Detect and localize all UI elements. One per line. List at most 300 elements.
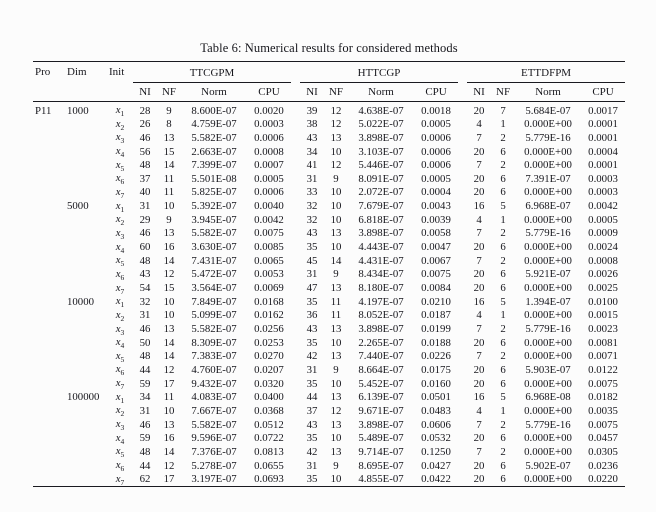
table-row	[33, 213, 625, 227]
ttcgpm-nf-value: 17	[163, 473, 175, 486]
pro-cell	[33, 213, 65, 227]
ettdfpm-norm-value: 0.000E+00	[524, 309, 572, 322]
dim-cell	[65, 131, 107, 145]
ttcgpm-nf-value: 10	[163, 404, 175, 417]
pro-cell	[33, 432, 65, 446]
httcgp-nf-value: 13	[330, 350, 342, 363]
httcgp-nf-value: 10	[330, 186, 342, 199]
httcgp-nf-value: 12	[330, 404, 342, 417]
ettdfpm-norm-value: 5.779E-16	[525, 418, 571, 431]
httcgp-cpu-value: 0.0018	[421, 104, 451, 117]
httcgp-nf-value: 12	[330, 118, 342, 131]
httcgp-ni-value: 42	[306, 350, 318, 363]
pro-cell	[33, 145, 65, 159]
ettdfpm-nf-value: 2	[500, 350, 506, 363]
ettdfpm-nf-value: 2	[500, 418, 506, 431]
results-table	[33, 61, 625, 487]
table-row	[33, 391, 625, 405]
pro-cell	[33, 418, 65, 432]
ttcgpm-norm-value: 3.945E-07	[191, 213, 237, 226]
ttcgpm-norm-value: 7.849E-07	[191, 295, 237, 308]
column-gap	[291, 213, 300, 227]
httcgp-cpu-value: 0.0175	[421, 364, 451, 377]
ettdfpm-norm-value: 0.000E+00	[524, 186, 572, 199]
ttcgpm-nf-value: 12	[163, 268, 175, 281]
httcgp-norm-value: 8.091E-07	[358, 172, 404, 185]
pro-cell	[33, 363, 65, 377]
ettdfpm-ni-value: 20	[473, 145, 485, 158]
column-gap	[291, 118, 300, 132]
ettdfpm-ni-value: 20	[473, 241, 485, 254]
table-row	[33, 241, 625, 255]
ttcgpm-ni-value: 31	[139, 309, 151, 322]
ttcgpm-ni-value: 43	[139, 268, 151, 281]
column-gap	[458, 131, 467, 145]
httcgp-norm-value: 9.714E-07	[358, 445, 404, 458]
dim-cell	[65, 159, 107, 173]
subheader-httcgp-norm: Norm	[348, 83, 414, 102]
ttcgpm-nf-value: 13	[163, 323, 175, 336]
httcgp-cpu-value: 0.0006	[421, 131, 451, 144]
ettdfpm-ni-value: 7	[476, 418, 482, 431]
ettdfpm-ni-value: 4	[476, 309, 482, 322]
ettdfpm-nf-value: 1	[500, 118, 506, 131]
ttcgpm-nf-value: 10	[163, 295, 175, 308]
ttcgpm-norm-value: 5.582E-07	[191, 227, 237, 240]
httcgp-norm-value: 4.197E-07	[358, 295, 404, 308]
ettdfpm-norm-value: 0.000E+00	[524, 404, 572, 417]
ettdfpm-cpu-value: 0.0220	[588, 473, 618, 486]
ettdfpm-cpu-value: 0.0005	[588, 213, 618, 226]
ettdfpm-cpu-value: 0.0003	[588, 172, 618, 185]
ttcgpm-cpu-value: 0.0655	[254, 459, 284, 472]
ttcgpm-nf-value: 15	[163, 145, 175, 158]
column-gap	[291, 254, 300, 268]
ettdfpm-nf-value: 1	[500, 309, 506, 322]
ttcgpm-norm-value: 3.564E-07	[191, 282, 237, 295]
ttcgpm-cpu-value: 0.0053	[254, 268, 284, 281]
column-gap	[458, 418, 467, 432]
httcgp-cpu-value: 0.0532	[421, 432, 451, 445]
column-gap	[458, 186, 467, 200]
ttcgpm-cpu-value: 0.0256	[254, 323, 284, 336]
ettdfpm-norm-value: 0.000E+00	[524, 159, 572, 172]
pro-cell	[33, 350, 65, 364]
httcgp-nf-value: 9	[333, 364, 339, 377]
ttcgpm-cpu-value: 0.0006	[254, 131, 284, 144]
ttcgpm-ni-value: 46	[139, 227, 151, 240]
ettdfpm-norm-value: 0.000E+00	[524, 254, 572, 267]
subheader-ttcgpm-ni: NI	[133, 83, 157, 102]
httcgp-nf-value: 13	[330, 391, 342, 404]
ettdfpm-ni-value: 7	[476, 350, 482, 363]
dim-cell	[65, 404, 107, 418]
ettdfpm-norm-value: 7.391E-07	[525, 172, 571, 185]
ettdfpm-ni-value: 7	[476, 227, 482, 240]
init-label: $x_6$	[115, 172, 125, 186]
table-row	[33, 432, 625, 446]
ttcgpm-cpu-value: 0.0270	[254, 350, 284, 363]
ettdfpm-nf-value: 6	[500, 268, 506, 281]
ttcgpm-nf-value: 11	[163, 172, 175, 185]
httcgp-norm-value: 9.671E-07	[358, 404, 404, 417]
ttcgpm-ni-value: 60	[139, 241, 151, 254]
pro-cell	[33, 268, 65, 282]
httcgp-ni-value: 42	[306, 445, 318, 458]
column-gap	[291, 377, 300, 391]
dim-cell: 1000	[67, 104, 89, 117]
dim-cell	[65, 418, 107, 432]
ettdfpm-norm-value: 1.394E-07	[525, 295, 571, 308]
ettdfpm-cpu-value: 0.0457	[588, 432, 618, 445]
ttcgpm-norm-value: 5.582E-07	[191, 131, 237, 144]
httcgp-cpu-value: 0.0427	[421, 459, 451, 472]
ttcgpm-norm-value: 7.399E-07	[191, 159, 237, 172]
pro-cell	[33, 391, 65, 405]
column-gap	[291, 131, 300, 145]
httcgp-ni-value: 33	[306, 186, 318, 199]
pro-cell	[33, 254, 65, 268]
ttcgpm-norm-value: 5.825E-07	[191, 186, 237, 199]
dim-cell	[65, 473, 107, 487]
ttcgpm-cpu-value: 0.0320	[254, 377, 284, 390]
pro-cell	[33, 459, 65, 473]
ettdfpm-nf-value: 7	[500, 104, 506, 117]
method-header-ttcgpm: TTCGPM	[133, 62, 291, 83]
ttcgpm-cpu-value: 0.0065	[254, 254, 284, 267]
ttcgpm-norm-value: 5.392E-07	[191, 200, 237, 213]
ettdfpm-nf-value: 6	[500, 172, 506, 185]
ettdfpm-cpu-value: 0.0305	[588, 445, 618, 458]
table-row	[33, 159, 625, 173]
ettdfpm-ni-value: 16	[473, 391, 485, 404]
pro-cell	[33, 323, 65, 337]
pro-cell	[33, 186, 65, 200]
ttcgpm-nf-value: 8	[166, 118, 172, 131]
httcgp-cpu-value: 0.0210	[421, 295, 451, 308]
httcgp-ni-value: 43	[306, 323, 318, 336]
ttcgpm-nf-value: 11	[163, 391, 175, 404]
init-label: $x_6$	[115, 459, 125, 473]
ettdfpm-cpu-value: 0.0042	[588, 200, 618, 213]
column-gap	[291, 159, 300, 173]
init-label: $x_1$	[115, 199, 125, 214]
httcgp-norm-value: 2.265E-07	[358, 336, 404, 349]
ttcgpm-cpu-value: 0.0075	[254, 227, 284, 240]
ttcgpm-ni-value: 31	[139, 404, 151, 417]
httcgp-cpu-value: 0.0005	[421, 172, 451, 185]
dim-cell: 100000	[67, 391, 100, 404]
ttcgpm-nf-value: 14	[163, 336, 175, 349]
ettdfpm-cpu-value: 0.0017	[588, 104, 618, 117]
ettdfpm-ni-value: 7	[476, 254, 482, 267]
ttcgpm-norm-value: 5.582E-07	[191, 418, 237, 431]
dim-cell	[65, 145, 107, 159]
dim-cell: 10000	[67, 295, 94, 308]
httcgp-cpu-value: 0.0160	[421, 377, 451, 390]
httcgp-nf-value: 12	[330, 104, 342, 117]
httcgp-norm-value: 8.052E-07	[358, 309, 404, 322]
httcgp-norm-value: 5.489E-07	[358, 432, 404, 445]
dim-cell	[65, 336, 107, 350]
column-gap	[458, 336, 467, 350]
init-label: $x_6$	[115, 363, 125, 378]
httcgp-ni-value: 32	[306, 200, 318, 213]
httcgp-ni-value: 35	[306, 336, 318, 349]
init-label: $x_7$	[115, 185, 125, 200]
ttcgpm-norm-value: 7.431E-07	[191, 254, 237, 267]
ettdfpm-nf-value: 6	[500, 336, 506, 349]
ttcgpm-nf-value: 14	[163, 159, 175, 172]
httcgp-cpu-value: 0.1250	[421, 445, 451, 458]
ettdfpm-norm-value: 0.000E+00	[524, 445, 572, 458]
ttcgpm-ni-value: 44	[139, 459, 151, 472]
ettdfpm-cpu-value: 0.0001	[588, 118, 618, 131]
ttcgpm-ni-value: 48	[139, 159, 151, 172]
column-gap	[291, 186, 300, 200]
ttcgpm-norm-value: 7.383E-07	[191, 350, 237, 363]
ettdfpm-ni-value: 16	[473, 200, 485, 213]
ettdfpm-ni-value: 20	[473, 473, 485, 486]
ttcgpm-nf-value: 14	[163, 254, 175, 267]
ttcgpm-ni-value: 26	[139, 118, 151, 131]
httcgp-nf-value: 10	[330, 377, 342, 390]
column-gap	[458, 391, 467, 405]
ttcgpm-cpu-value: 0.0005	[254, 172, 284, 185]
httcgp-nf-value: 11	[330, 309, 342, 322]
httcgp-ni-value: 41	[306, 159, 318, 172]
method-header-httcgp: HTTCGP	[300, 62, 458, 83]
init-label: $x_4$	[115, 240, 125, 255]
ttcgpm-ni-value: 54	[139, 282, 151, 295]
table-row	[33, 227, 625, 241]
column-gap	[458, 145, 467, 159]
ttcgpm-nf-value: 12	[163, 459, 175, 472]
table-row	[33, 145, 625, 159]
httcgp-nf-value: 13	[330, 131, 342, 144]
httcgp-norm-value: 8.180E-07	[358, 282, 404, 295]
dim-cell: 5000	[67, 200, 89, 213]
ettdfpm-nf-value: 2	[500, 131, 506, 144]
ettdfpm-nf-value: 1	[500, 213, 506, 226]
ttcgpm-cpu-value: 0.0006	[254, 186, 284, 199]
subheader-httcgp-nf: NF	[324, 83, 348, 102]
ettdfpm-norm-value: 0.000E+00	[524, 350, 572, 363]
column-gap	[458, 473, 467, 487]
ttcgpm-nf-value: 16	[163, 241, 175, 254]
ttcgpm-ni-value: 46	[139, 418, 151, 431]
ttcgpm-nf-value: 9	[166, 104, 172, 117]
ettdfpm-norm-value: 6.968E-07	[525, 200, 571, 213]
ettdfpm-norm-value: 5.902E-07	[525, 459, 571, 472]
ettdfpm-ni-value: 20	[473, 268, 485, 281]
ttcgpm-norm-value: 3.630E-07	[191, 241, 237, 254]
column-gap	[291, 459, 300, 473]
dim-cell	[65, 432, 107, 446]
dim-cell	[65, 459, 107, 473]
ettdfpm-norm-value: 0.000E+00	[524, 282, 572, 295]
ttcgpm-nf-value: 13	[163, 418, 175, 431]
column-gap	[291, 282, 300, 296]
httcgp-cpu-value: 0.0188	[421, 336, 451, 349]
ttcgpm-cpu-value: 0.0368	[254, 404, 284, 417]
httcgp-norm-value: 6.818E-07	[358, 213, 404, 226]
dim-cell	[65, 254, 107, 268]
ettdfpm-cpu-value: 0.0100	[588, 295, 618, 308]
ettdfpm-cpu-value: 0.0035	[588, 404, 618, 417]
httcgp-norm-value: 3.898E-07	[358, 418, 404, 431]
column-header-pro: Pro	[33, 62, 65, 102]
pro-cell	[33, 227, 65, 241]
ettdfpm-ni-value: 20	[473, 432, 485, 445]
ettdfpm-norm-value: 0.000E+00	[524, 336, 572, 349]
httcgp-norm-value: 8.664E-07	[358, 364, 404, 377]
column-gap	[291, 102, 300, 118]
column-gap	[458, 159, 467, 173]
ttcgpm-cpu-value: 0.0042	[254, 213, 284, 226]
ettdfpm-cpu-value: 0.0122	[588, 364, 618, 377]
ettdfpm-norm-value: 0.000E+00	[524, 473, 572, 486]
init-label: $x_7$	[115, 377, 125, 391]
ttcgpm-norm-value: 7.376E-07	[191, 445, 237, 458]
subheader-ettdfpm-nf: NF	[491, 83, 515, 102]
table-row	[33, 131, 625, 145]
ttcgpm-cpu-value: 0.0020	[254, 104, 284, 117]
table-row	[33, 323, 625, 337]
ttcgpm-nf-value: 10	[163, 309, 175, 322]
httcgp-cpu-value: 0.0005	[421, 118, 451, 131]
httcgp-ni-value: 35	[306, 377, 318, 390]
httcgp-norm-value: 3.103E-07	[358, 145, 404, 158]
httcgp-cpu-value: 0.0483	[421, 404, 451, 417]
ettdfpm-norm-value: 6.968E-08	[525, 391, 571, 404]
init-label: $x_7$	[115, 472, 125, 487]
table-caption: Table 6: Numerical results for considered methods	[200, 41, 458, 55]
dim-cell	[65, 241, 107, 255]
ttcgpm-ni-value: 46	[139, 323, 151, 336]
ettdfpm-ni-value: 7	[476, 323, 482, 336]
dim-cell	[65, 445, 107, 459]
ttcgpm-norm-value: 5.582E-07	[191, 323, 237, 336]
ttcgpm-norm-value: 5.099E-07	[191, 309, 237, 322]
httcgp-ni-value: 36	[306, 309, 318, 322]
ttcgpm-norm-value: 5.472E-07	[191, 268, 237, 281]
subheader-httcgp-cpu: CPU	[414, 83, 458, 102]
ttcgpm-norm-value: 9.432E-07	[191, 377, 237, 390]
column-gap	[291, 62, 300, 102]
init-label: $x_3$	[115, 322, 125, 337]
column-gap	[291, 336, 300, 350]
httcgp-ni-value: 43	[306, 227, 318, 240]
ttcgpm-ni-value: 50	[139, 336, 151, 349]
ettdfpm-nf-value: 6	[500, 241, 506, 254]
ttcgpm-ni-value: 34	[139, 391, 151, 404]
init-label: $x_2$	[115, 213, 125, 227]
ttcgpm-ni-value: 48	[139, 445, 151, 458]
ettdfpm-norm-value: 0.000E+00	[524, 118, 572, 131]
httcgp-cpu-value: 0.0199	[421, 323, 451, 336]
init-label: $x_6$	[115, 267, 125, 282]
column-gap	[458, 172, 467, 186]
column-gap	[458, 62, 467, 102]
column-gap	[458, 363, 467, 377]
dim-cell	[65, 350, 107, 364]
ettdfpm-norm-value: 5.921E-07	[525, 268, 571, 281]
httcgp-cpu-value: 0.0075	[421, 268, 451, 281]
httcgp-nf-value: 12	[330, 159, 342, 172]
ttcgpm-norm-value: 5.278E-07	[191, 459, 237, 472]
ettdfpm-nf-value: 6	[500, 364, 506, 377]
ttcgpm-nf-value: 17	[163, 377, 175, 390]
column-gap	[458, 213, 467, 227]
pro-cell	[33, 295, 65, 309]
ettdfpm-norm-value: 0.000E+00	[524, 145, 572, 158]
table-row	[33, 295, 625, 309]
table-row	[33, 200, 625, 214]
ettdfpm-nf-value: 6	[500, 186, 506, 199]
init-label: $x_2$	[115, 308, 125, 323]
pro-cell	[33, 172, 65, 186]
ttcgpm-ni-value: 48	[139, 350, 151, 363]
ettdfpm-cpu-value: 0.0236	[588, 459, 618, 472]
init-label: $x_2$	[115, 404, 125, 419]
pro-cell	[33, 200, 65, 214]
ttcgpm-cpu-value: 0.0168	[254, 295, 284, 308]
subheader-ettdfpm-ni: NI	[467, 83, 491, 102]
ttcgpm-norm-value: 3.197E-07	[191, 473, 237, 486]
ttcgpm-cpu-value: 0.0253	[254, 336, 284, 349]
httcgp-cpu-value: 0.0501	[421, 391, 451, 404]
httcgp-cpu-value: 0.0039	[421, 213, 451, 226]
httcgp-cpu-value: 0.0084	[421, 282, 451, 295]
pro-cell	[33, 404, 65, 418]
column-gap	[458, 432, 467, 446]
httcgp-cpu-value: 0.0422	[421, 473, 451, 486]
column-gap	[458, 282, 467, 296]
httcgp-nf-value: 13	[330, 418, 342, 431]
httcgp-nf-value: 13	[330, 282, 342, 295]
method-header-ettdfpm: ETTDFPM	[467, 62, 625, 83]
httcgp-norm-value: 7.679E-07	[358, 200, 404, 213]
httcgp-norm-value: 4.431E-07	[358, 254, 404, 267]
init-label: $x_3$	[115, 418, 125, 432]
ttcgpm-nf-value: 16	[163, 432, 175, 445]
pro-cell: P11	[35, 104, 52, 117]
column-gap	[291, 295, 300, 309]
ttcgpm-nf-value: 14	[163, 350, 175, 363]
pro-cell	[33, 336, 65, 350]
column-gap	[458, 404, 467, 418]
ettdfpm-cpu-value: 0.0025	[588, 282, 618, 295]
ettdfpm-ni-value: 20	[473, 377, 485, 390]
table-row	[33, 172, 625, 186]
ettdfpm-cpu-value: 0.0071	[588, 350, 618, 363]
pro-cell	[33, 159, 65, 173]
ttcgpm-nf-value: 9	[166, 213, 172, 226]
ttcgpm-ni-value: 29	[139, 213, 151, 226]
httcgp-ni-value: 37	[306, 404, 318, 417]
results-table-body	[33, 102, 625, 487]
httcgp-norm-value: 4.638E-07	[358, 104, 404, 117]
ttcgpm-nf-value: 13	[163, 131, 175, 144]
httcgp-nf-value: 14	[330, 254, 342, 267]
ettdfpm-nf-value: 5	[500, 295, 506, 308]
init-label: $x_4$	[115, 336, 125, 350]
ettdfpm-cpu-value: 0.0182	[588, 391, 618, 404]
httcgp-nf-value: 13	[330, 323, 342, 336]
ettdfpm-ni-value: 4	[476, 118, 482, 131]
subheader-ettdfpm-cpu: CPU	[581, 83, 625, 102]
